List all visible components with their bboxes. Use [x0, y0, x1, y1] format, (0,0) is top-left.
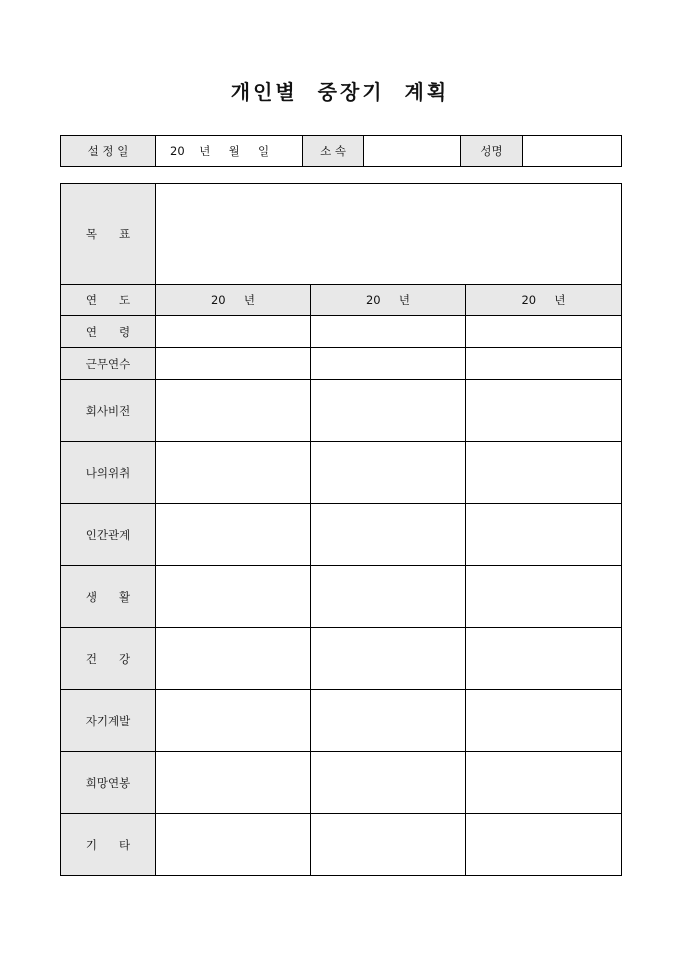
- setdate-value[interactable]: 20 년 월 일: [156, 136, 303, 167]
- table-row: [61, 566, 622, 628]
- name-value[interactable]: [523, 136, 622, 167]
- row-cell[interactable]: [466, 316, 622, 348]
- table-row: [61, 628, 622, 690]
- row-cell[interactable]: [156, 316, 311, 348]
- row-label-health: 건 강: [61, 628, 156, 690]
- year-col-2: 20 년: [311, 285, 466, 316]
- setdate-label: 설 정 일: [61, 136, 156, 167]
- row-label-years: 근무연수: [61, 348, 156, 380]
- row-cell[interactable]: [156, 348, 311, 380]
- table-row: [61, 504, 622, 566]
- row-cell[interactable]: [466, 690, 622, 752]
- row-cell[interactable]: [311, 566, 466, 628]
- row-cell[interactable]: [156, 752, 311, 814]
- info-table: [60, 135, 622, 167]
- row-cell[interactable]: [466, 380, 622, 442]
- row-cell[interactable]: [156, 566, 311, 628]
- row-label-etc: 기 타: [61, 814, 156, 876]
- row-cell[interactable]: [156, 690, 311, 752]
- row-cell[interactable]: [156, 628, 311, 690]
- row-cell[interactable]: [311, 814, 466, 876]
- table-row: [61, 442, 622, 504]
- row-cell[interactable]: [156, 504, 311, 566]
- year-row: [61, 285, 622, 316]
- row-label-position: 나의위취: [61, 442, 156, 504]
- goal-label: 목 표: [61, 184, 156, 285]
- row-label-salary: 희망연봉: [61, 752, 156, 814]
- goal-value[interactable]: [156, 184, 622, 285]
- row-cell[interactable]: [466, 628, 622, 690]
- row-cell[interactable]: [311, 628, 466, 690]
- table-row: [61, 690, 622, 752]
- year-col-3: 20 년: [466, 285, 622, 316]
- row-cell[interactable]: [311, 316, 466, 348]
- table-row: [61, 348, 622, 380]
- page-title: 개인별 중장기 계획: [230, 80, 450, 104]
- table-row: [61, 752, 622, 814]
- dept-value[interactable]: [364, 136, 461, 167]
- row-cell[interactable]: [466, 504, 622, 566]
- row-cell[interactable]: [156, 380, 311, 442]
- row-label-vision: 회사비전: [61, 380, 156, 442]
- row-label-age: 연 령: [61, 316, 156, 348]
- row-cell[interactable]: [311, 690, 466, 752]
- row-label-life: 생 활: [61, 566, 156, 628]
- row-cell[interactable]: [466, 566, 622, 628]
- row-cell[interactable]: [311, 442, 466, 504]
- row-cell[interactable]: [466, 752, 622, 814]
- row-cell[interactable]: [466, 348, 622, 380]
- table-row: [61, 380, 622, 442]
- row-cell[interactable]: [156, 814, 311, 876]
- year-label: 연 도: [61, 285, 156, 316]
- row-cell[interactable]: [156, 442, 311, 504]
- goal-row: [61, 184, 622, 285]
- dept-label: 소 속: [303, 136, 364, 167]
- row-cell[interactable]: [311, 348, 466, 380]
- year-col-1: 20 년: [156, 285, 311, 316]
- row-cell[interactable]: [466, 814, 622, 876]
- row-label-development: 자기계발: [61, 690, 156, 752]
- plan-table: [60, 183, 622, 876]
- row-cell[interactable]: [311, 752, 466, 814]
- row-cell[interactable]: [311, 504, 466, 566]
- table-row: [61, 316, 622, 348]
- name-label: 성명: [461, 136, 523, 167]
- row-label-relations: 인간관계: [61, 504, 156, 566]
- info-row: [61, 136, 622, 167]
- row-cell[interactable]: [466, 442, 622, 504]
- row-cell[interactable]: [311, 380, 466, 442]
- table-row: [61, 814, 622, 876]
